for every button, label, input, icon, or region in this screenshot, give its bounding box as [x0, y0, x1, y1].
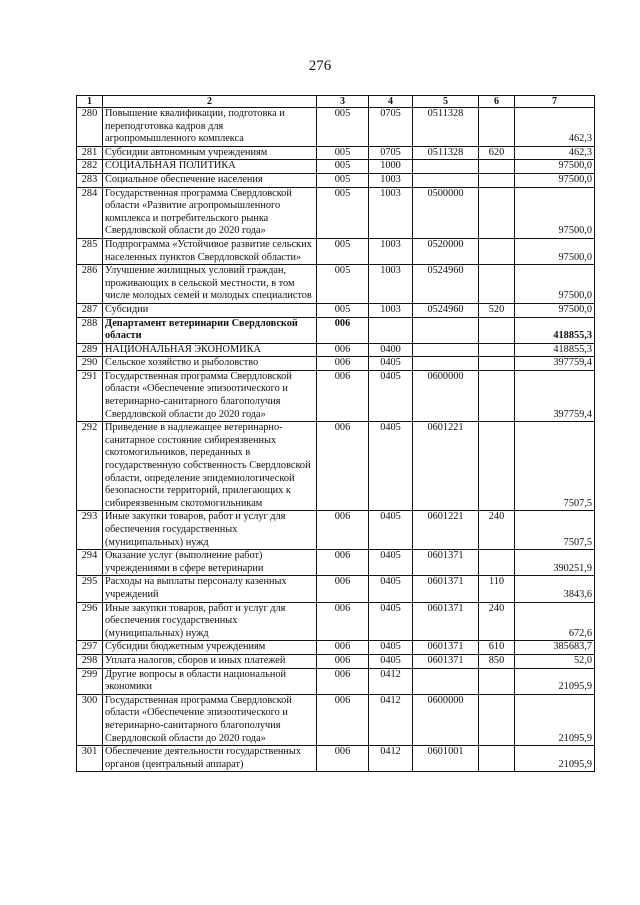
row-ved-cell: 006 [317, 422, 369, 511]
row-section-cell: 1003 [369, 303, 413, 317]
row-expense-type-cell: 110 [479, 576, 515, 602]
row-target-article-cell: 0601371 [413, 576, 479, 602]
row-number-cell: 295 [77, 576, 103, 602]
row-amount-cell: 97500,0 [515, 187, 595, 238]
row-amount-cell: 418855,3 [515, 343, 595, 357]
row-amount-cell: 97500,0 [515, 160, 595, 174]
row-expense-type-cell [479, 370, 515, 421]
row-number-cell: 290 [77, 357, 103, 371]
table-row [77, 746, 595, 772]
row-target-article-cell: 0601371 [413, 602, 479, 641]
row-number-cell: 298 [77, 654, 103, 668]
row-ved-cell: 006 [317, 641, 369, 655]
row-name-cell: Обеспечение деятельности государственных органов (центральный аппарат) [103, 746, 317, 772]
row-number-cell: 287 [77, 303, 103, 317]
row-ved-cell: 006 [317, 694, 369, 745]
row-target-article-cell [413, 173, 479, 187]
row-target-article-cell [413, 317, 479, 343]
row-name-cell: Социальное обеспечение населения [103, 173, 317, 187]
row-name-cell: Подпрограмма «Устойчивое развитие сельских населенных пунктов Свердловской области» [103, 238, 317, 264]
header-cell: 1 [77, 96, 103, 108]
budget-table [76, 95, 595, 772]
row-amount-cell: 7507,5 [515, 422, 595, 511]
row-target-article-cell: 0511328 [413, 108, 479, 147]
table-row [77, 303, 595, 317]
row-target-article-cell: 0601001 [413, 746, 479, 772]
table-row [77, 668, 595, 694]
row-name-cell: Расходы на выплаты персоналу казенных учреждений [103, 576, 317, 602]
row-ved-cell: 005 [317, 173, 369, 187]
table-row [77, 370, 595, 421]
table-row [77, 173, 595, 187]
row-expense-type-cell: 850 [479, 654, 515, 668]
row-ved-cell: 006 [317, 602, 369, 641]
header-cell: 5 [413, 96, 479, 108]
row-number-cell: 301 [77, 746, 103, 772]
row-section-cell: 1003 [369, 187, 413, 238]
row-expense-type-cell [479, 668, 515, 694]
header-cell: 3 [317, 96, 369, 108]
row-expense-type-cell [479, 265, 515, 304]
row-ved-cell: 006 [317, 654, 369, 668]
row-target-article-cell: 0511328 [413, 146, 479, 160]
row-section-cell: 0405 [369, 422, 413, 511]
row-expense-type-cell [479, 317, 515, 343]
row-name-cell: Иные закупки товаров, работ и услуг для обеспечения государственных (муниципальных) нужд [103, 602, 317, 641]
row-number-cell: 293 [77, 511, 103, 550]
row-expense-type-cell [479, 694, 515, 745]
row-number-cell: 294 [77, 550, 103, 576]
row-target-article-cell: 0601221 [413, 422, 479, 511]
row-section-cell: 0412 [369, 668, 413, 694]
table-row [77, 187, 595, 238]
row-amount-cell: 97500,0 [515, 265, 595, 304]
table-row [77, 146, 595, 160]
row-amount-cell: 390251,9 [515, 550, 595, 576]
row-name-cell: Субсидии бюджетным учреждениям [103, 641, 317, 655]
row-number-cell: 291 [77, 370, 103, 421]
row-section-cell: 0405 [369, 602, 413, 641]
row-target-article-cell [413, 160, 479, 174]
header-cell: 6 [479, 96, 515, 108]
row-ved-cell: 006 [317, 668, 369, 694]
row-section-cell: 0405 [369, 576, 413, 602]
row-target-article-cell: 0601371 [413, 550, 479, 576]
table-row [77, 641, 595, 655]
row-number-cell: 284 [77, 187, 103, 238]
row-amount-cell: 385683,7 [515, 641, 595, 655]
header-cell: 7 [515, 96, 595, 108]
row-amount-cell: 462,3 [515, 108, 595, 147]
row-number-cell: 299 [77, 668, 103, 694]
row-section-cell: 0705 [369, 108, 413, 147]
row-number-cell: 282 [77, 160, 103, 174]
table-row [77, 343, 595, 357]
row-section-cell: 0400 [369, 343, 413, 357]
row-amount-cell: 52,0 [515, 654, 595, 668]
row-amount-cell: 3843,6 [515, 576, 595, 602]
row-name-cell: Повышение квалификации, подготовка и переподготовка кадров для агропромышленного комплекса [103, 108, 317, 147]
row-target-article-cell: 0524960 [413, 265, 479, 304]
row-expense-type-cell [479, 343, 515, 357]
row-amount-cell: 21095,9 [515, 694, 595, 745]
row-expense-type-cell [479, 422, 515, 511]
row-target-article-cell: 0520000 [413, 238, 479, 264]
row-name-cell: Субсидии [103, 303, 317, 317]
row-name-cell: Иные закупки товаров, работ и услуг для обеспечения государственных (муниципальных) нужд [103, 511, 317, 550]
row-ved-cell: 006 [317, 576, 369, 602]
row-expense-type-cell [479, 357, 515, 371]
row-expense-type-cell [479, 550, 515, 576]
row-number-cell: 296 [77, 602, 103, 641]
row-amount-cell: 462,3 [515, 146, 595, 160]
row-number-cell: 286 [77, 265, 103, 304]
table-row [77, 511, 595, 550]
row-expense-type-cell: 520 [479, 303, 515, 317]
row-name-cell: Государственная программа Свердловской области «Развитие агропромышленного комплекса и потребительского рынка Свердловской области до 2020 года» [103, 187, 317, 238]
row-section-cell: 0412 [369, 694, 413, 745]
page-number: 276 [308, 58, 332, 74]
row-ved-cell: 005 [317, 160, 369, 174]
row-ved-cell: 006 [317, 550, 369, 576]
row-section-cell: 0412 [369, 746, 413, 772]
row-section-cell: 0405 [369, 550, 413, 576]
row-ved-cell: 005 [317, 265, 369, 304]
row-target-article-cell: 0601371 [413, 641, 479, 655]
header-cell: 4 [369, 96, 413, 108]
row-section-cell: 0405 [369, 370, 413, 421]
table-header-row [77, 96, 595, 108]
row-target-article-cell: 0524960 [413, 303, 479, 317]
row-expense-type-cell [479, 160, 515, 174]
row-name-cell: Государственная программа Свердловской области «Обеспечение эпизоотического и ветеринарно-санитарного благополучия Свердловской области до 2020 года» [103, 694, 317, 745]
row-name-cell: Государственная программа Свердловской области «Обеспечение эпизоотического и ветеринарно-санитарного благополучия Свердловской области до 2020 года» [103, 370, 317, 421]
row-number-cell: 300 [77, 694, 103, 745]
row-expense-type-cell [479, 108, 515, 147]
row-amount-cell: 397759,4 [515, 370, 595, 421]
table-row [77, 602, 595, 641]
row-expense-type-cell [479, 746, 515, 772]
header-cell: 2 [103, 96, 317, 108]
row-expense-type-cell: 610 [479, 641, 515, 655]
row-ved-cell: 006 [317, 343, 369, 357]
row-expense-type-cell [479, 173, 515, 187]
table-row [77, 317, 595, 343]
row-ved-cell: 006 [317, 357, 369, 371]
row-section-cell: 1003 [369, 265, 413, 304]
row-amount-cell: 21095,9 [515, 668, 595, 694]
row-ved-cell: 005 [317, 303, 369, 317]
row-section-cell: 0405 [369, 654, 413, 668]
row-number-cell: 285 [77, 238, 103, 264]
table-row [77, 265, 595, 304]
table-row [77, 238, 595, 264]
row-number-cell: 288 [77, 317, 103, 343]
row-ved-cell: 005 [317, 238, 369, 264]
table-row [77, 108, 595, 147]
row-section-cell: 0705 [369, 146, 413, 160]
table-row [77, 576, 595, 602]
row-amount-cell: 97500,0 [515, 238, 595, 264]
row-target-article-cell: 0600000 [413, 370, 479, 421]
table-row [77, 550, 595, 576]
row-expense-type-cell: 620 [479, 146, 515, 160]
row-target-article-cell [413, 343, 479, 357]
row-expense-type-cell [479, 187, 515, 238]
row-ved-cell: 006 [317, 370, 369, 421]
row-number-cell: 292 [77, 422, 103, 511]
row-section-cell: 1003 [369, 238, 413, 264]
row-amount-cell: 672,6 [515, 602, 595, 641]
row-ved-cell: 006 [317, 746, 369, 772]
row-amount-cell: 418855,3 [515, 317, 595, 343]
row-name-cell: СОЦИАЛЬНАЯ ПОЛИТИКА [103, 160, 317, 174]
row-number-cell: 297 [77, 641, 103, 655]
row-target-article-cell: 0500000 [413, 187, 479, 238]
row-section-cell [369, 317, 413, 343]
row-name-cell: Другие вопросы в области национальной экономики [103, 668, 317, 694]
row-number-cell: 283 [77, 173, 103, 187]
row-ved-cell: 006 [317, 317, 369, 343]
row-amount-cell: 7507,5 [515, 511, 595, 550]
row-section-cell: 0405 [369, 641, 413, 655]
row-section-cell: 1000 [369, 160, 413, 174]
row-amount-cell: 97500,0 [515, 173, 595, 187]
row-expense-type-cell: 240 [479, 602, 515, 641]
row-name-cell: Оказание услуг (выполнение работ) учреждениями в сфере ветеринарии [103, 550, 317, 576]
row-name-cell: Уплата налогов, сборов и иных платежей [103, 654, 317, 668]
row-section-cell: 0405 [369, 357, 413, 371]
row-number-cell: 281 [77, 146, 103, 160]
row-name-cell: Улучшение жилищных условий граждан, проживающих в сельской местности, в том числе молодых семей и молодых специалистов [103, 265, 317, 304]
row-target-article-cell: 0601221 [413, 511, 479, 550]
row-section-cell: 1003 [369, 173, 413, 187]
row-target-article-cell: 0601371 [413, 654, 479, 668]
row-name-cell: Департамент ветеринарии Свердловской области [103, 317, 317, 343]
row-amount-cell: 97500,0 [515, 303, 595, 317]
table-row [77, 422, 595, 511]
row-name-cell: НАЦИОНАЛЬНАЯ ЭКОНОМИКА [103, 343, 317, 357]
table-row [77, 654, 595, 668]
row-number-cell: 289 [77, 343, 103, 357]
row-expense-type-cell: 240 [479, 511, 515, 550]
row-target-article-cell: 0600000 [413, 694, 479, 745]
table-row [77, 357, 595, 371]
row-name-cell: Приведение в надлежащее ветеринарно-санитарное состояние сибиреязвенных скотомогильников, переданных в государственную собственность Свердловской области, определение эпидемиологической безопасности территорий, прилегающих к сибиреязвенным скотомогильникам [103, 422, 317, 511]
row-name-cell: Сельское хозяйство и рыболовство [103, 357, 317, 371]
row-ved-cell: 006 [317, 511, 369, 550]
row-section-cell: 0405 [369, 511, 413, 550]
row-ved-cell: 005 [317, 108, 369, 147]
row-ved-cell: 005 [317, 146, 369, 160]
table-row [77, 160, 595, 174]
row-target-article-cell [413, 357, 479, 371]
row-target-article-cell [413, 668, 479, 694]
row-name-cell: Субсидии автономным учреждениям [103, 146, 317, 160]
row-amount-cell: 397759,4 [515, 357, 595, 371]
row-expense-type-cell [479, 238, 515, 264]
row-number-cell: 280 [77, 108, 103, 147]
table-row [77, 694, 595, 745]
row-amount-cell: 21095,9 [515, 746, 595, 772]
row-ved-cell: 005 [317, 187, 369, 238]
